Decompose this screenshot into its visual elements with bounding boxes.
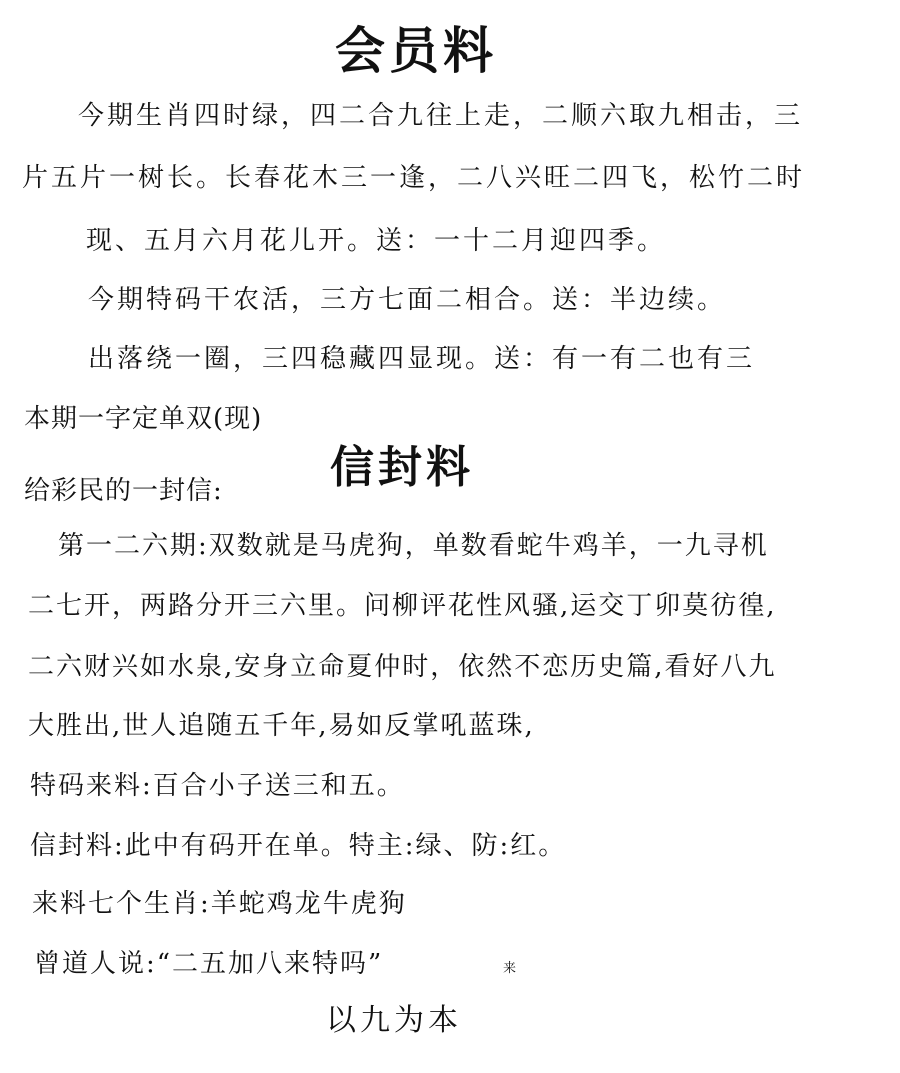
envelope-title: 信封料 [330, 442, 474, 493]
letter-label: 给彩民的一封信: [24, 476, 223, 506]
letter-line-8: 曾道人说:“二五加八来特吗” [34, 949, 384, 979]
letter-line-4: 大胜出,世人追随五千年,易如反掌吼蓝珠, [28, 711, 535, 741]
letter-line-1: 第一二六期:双数就是马虎狗，单数看蛇牛鸡羊，一九寻机 [58, 531, 769, 561]
member-line-5: 出落绕一圈，三四稳藏四显现。送：有一有二也有三 [88, 344, 756, 374]
letter-line-6: 信封料:此中有码开在单。特主:绿、防:红。 [30, 831, 567, 861]
member-line-3: 现、五月六月花儿开。送：一十二月迎四季。 [86, 226, 667, 256]
footer-text: 以九为本 [326, 1003, 462, 1038]
tiny-mark: 来 [503, 961, 517, 976]
letter-line-7: 来料七个生肖:羊蛇鸡龙牛虎狗 [32, 889, 407, 919]
member-line-1: 今期生肖四时绿，四二合九往上走，二顺六取九相击，三 [78, 101, 804, 131]
member-line-4: 今期特码干农活，三方七面二相合。送：半边续。 [88, 285, 727, 315]
member-title: 会员料 [335, 22, 497, 80]
member-line-2: 片五片一树长。长春花木三一逢，二八兴旺二四飞，松竹二时 [22, 163, 806, 193]
letter-line-3: 二六财兴如水泉,安身立命夏仲时，依然不恋历史篇,看好八九 [28, 652, 777, 682]
member-line-6: 本期一字定单双(现) [24, 404, 263, 434]
letter-line-5: 特码来料:百合小子送三和五。 [30, 771, 405, 801]
letter-line-2: 二七开，两路分开三六里。问柳评花性风骚,运交丁卯莫彷徨, [28, 591, 777, 621]
